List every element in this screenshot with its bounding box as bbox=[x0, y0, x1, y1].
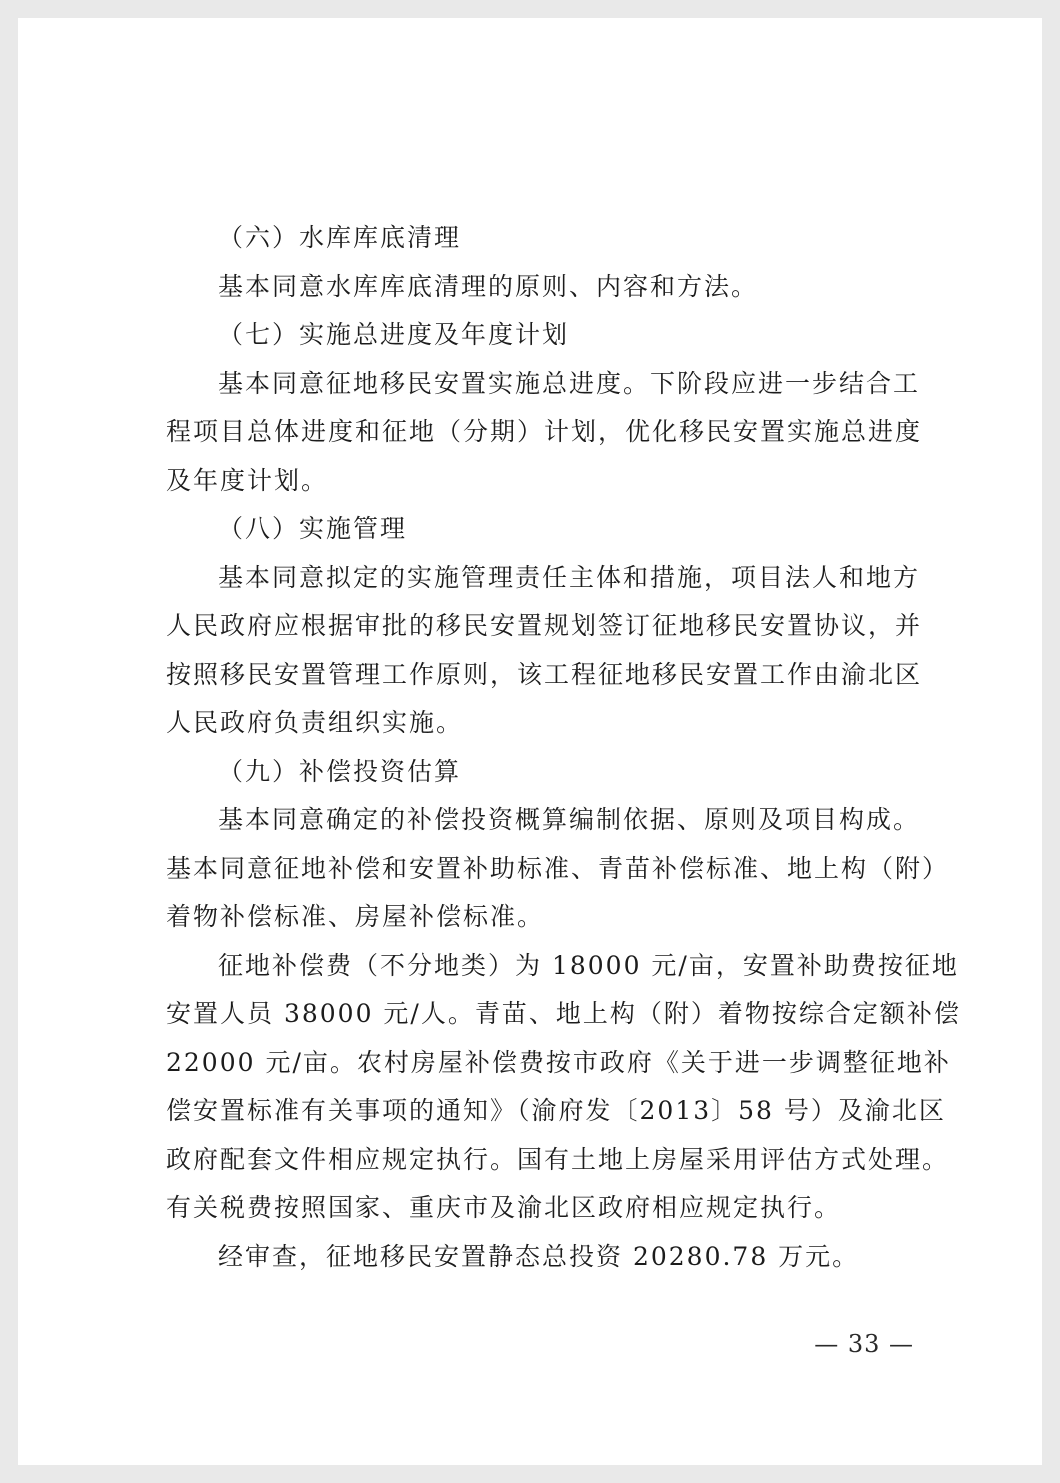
paragraph-line: 基本同意确定的补偿投资概算编制依据、原则及项目构成。 bbox=[218, 805, 921, 834]
paragraph-line: 人民政府负责组织实施。 bbox=[166, 708, 464, 737]
section-heading-6: （六）水库库底清理 bbox=[218, 223, 462, 252]
paragraph-line: 人民政府应根据审批的移民安置规划签订征地移民安置协议，并 bbox=[166, 611, 923, 640]
paragraph-line: 安置人员 38000 元/人。青苗、地上构（附）着物按综合定额补偿 bbox=[166, 999, 961, 1028]
paragraph-line: 22000 元/亩。农村房屋补偿费按市政府《关于进一步调整征地补 bbox=[166, 1047, 951, 1077]
section-heading-8: （八）实施管理 bbox=[218, 514, 408, 543]
paragraph-line: 政府配套文件相应规定执行。国有土地上房屋采用评估方式处理。 bbox=[166, 1144, 950, 1174]
paragraph-line: 基本同意征地移民安置实施总进度。下阶段应进一步结合工 bbox=[218, 368, 921, 398]
paragraph-line: 基本同意水库库底清理的原则、内容和方法。 bbox=[218, 271, 759, 301]
paragraph-line: 及年度计划。 bbox=[166, 465, 329, 495]
paragraph-line: 有关税费按照国家、重庆市及渝北区政府相应规定执行。 bbox=[166, 1193, 842, 1222]
paragraph-line: 经审查，征地移民安置静态总投资 20280.78 万元。 bbox=[218, 1241, 860, 1271]
paragraph-line: 着物补偿标准、房屋补偿标准。 bbox=[166, 902, 545, 931]
paragraph-line: 程项目总体进度和征地（分期）计划，优化移民安置实施总进度 bbox=[166, 417, 923, 446]
document-body bbox=[166, 214, 961, 1281]
page-number: — 33 — bbox=[814, 1330, 914, 1358]
paragraph-line: 征地补偿费（不分地类）为 18000 元/亩，安置补助费按征地 bbox=[218, 950, 959, 980]
section-heading-7: （七）实施总进度及年度计划 bbox=[218, 320, 570, 349]
paragraph-line: 偿安置标准有关事项的通知》（渝府发〔2013〕58 号）及渝北区 bbox=[166, 1096, 946, 1125]
paragraph-line: 基本同意征地补偿和安置补助标准、青苗补偿标准、地上构（附） bbox=[166, 853, 950, 883]
paragraph-line: 按照移民安置管理工作原则，该工程征地移民安置工作由渝北区 bbox=[166, 659, 923, 689]
document-page bbox=[18, 18, 1042, 1465]
paragraph-line: 基本同意拟定的实施管理责任主体和措施，项目法人和地方 bbox=[218, 562, 921, 592]
section-heading-9: （九）补偿投资估算 bbox=[218, 756, 462, 786]
